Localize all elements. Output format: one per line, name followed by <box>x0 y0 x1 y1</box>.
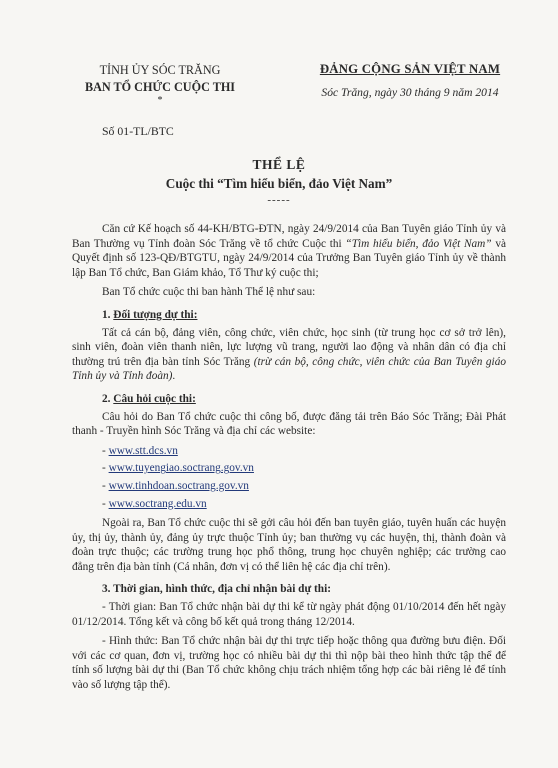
issuer-star: * <box>157 95 163 106</box>
section-1-exclusion: (trừ cán bộ, công chức, viên chức của Ban Tuyên giáo Tỉnh ủy và Tỉnh đoàn) <box>72 355 506 383</box>
section-2-heading <box>72 392 506 407</box>
title-divider: ----- <box>267 194 291 206</box>
section-2-number: 2. <box>102 392 114 405</box>
issuer-committee: BAN TỔ CHỨC CUỘC THI <box>84 80 236 94</box>
bullet: - <box>102 444 109 457</box>
intro-contest-name: “Tìm hiểu biển, đảo Việt Nam” <box>345 237 492 250</box>
intro-text-a: Căn cứ Kế hoạch số 44-KH/BTG-ĐTN, ngày 24/9/2014 của Ban Tuyên giáo Tỉnh ủy và Ban Thường vụ Tỉnh đoàn Sóc Trăng về tổ chức Cuộc thi <box>72 223 506 250</box>
section-2-text: Câu hỏi do Ban Tổ chức cuộc thi công bố, được đăng tải trên Báo Sóc Trăng; Đài Phát thanh - Truyền hình Sóc Trăng và địa chỉ các website: <box>72 410 506 438</box>
website-item <box>72 444 506 459</box>
section-1-text-a: Tất cả cán bộ, đảng viên, công chức, viên chức, học sinh (từ trung học cơ sở trở lên), sinh viên, đoàn viên thanh niên, lực lượng vũ trang, người lao động và nhân dân có địa chỉ thường trú trên địa bàn tỉnh Sóc Trăng <box>72 326 506 368</box>
intro-paragraph <box>72 222 506 280</box>
bullet: - <box>102 479 109 492</box>
section-3-format: - Hình thức: Ban Tổ chức nhận bài dự thi trực tiếp hoặc thông qua đường bưu điện. Đối với các cơ quan, đơn vị, trường học có nhiều bài dự thi thì nộp bài theo hình thức tập thể để tính số lượng bài dự thi (Ban Tổ chức không chịu trách nhiệm tổng hợp các bài riêng lẻ để tính vào số lượng tập thể). <box>72 635 506 692</box>
issuer-province: TỈNH ỦY SÓC TRĂNG <box>99 63 221 77</box>
issuer-block <box>60 62 260 106</box>
section-2-title: Câu hỏi cuộc thi: <box>113 392 196 405</box>
bullet: - <box>102 497 109 510</box>
section-3-time: - Thời gian: Ban Tổ chức nhận bài dự thi kể từ ngày phát động 01/10/2014 đến hết ngày 01/12/2014. Tổng kết và công bố kết quả trong tháng 12/2014. <box>72 601 506 628</box>
section-1-text <box>72 326 506 384</box>
website-item <box>72 479 506 494</box>
party-name: ĐẢNG CỘNG SẢN VIỆT NAM <box>319 62 501 76</box>
document-title: THỂ LỆ <box>252 157 306 172</box>
website-item <box>72 461 506 476</box>
section-3-heading: 3. Thời gian, hình thức, địa chỉ nhận bài dự thi: <box>102 583 331 596</box>
intro-text-b: và Quyết định số 123-QĐ/BTGTU, ngày 24/9/2014 của Trưởng Ban Tuyên giáo Tỉnh ủy về thành lập Ban Tổ chức, Ban Giám khảo, Tổ Thư ký cuộc thi; <box>72 237 506 279</box>
dateline: Sóc Trăng, ngày 30 tháng 9 năm 2014 <box>321 86 499 99</box>
section-1-number: 1. <box>102 308 114 321</box>
document-number: Số 01-TL/BTC <box>102 124 174 138</box>
document-subtitle: Cuộc thi “Tìm hiểu biển, đảo Việt Nam” <box>165 176 393 191</box>
intro-issue-line: Ban Tổ chức cuộc thi ban hành Thể lệ như sau: <box>102 286 316 299</box>
website-link[interactable]: www.stt.dcs.vn <box>108 444 178 457</box>
website-link[interactable]: www.soctrang.edu.vn <box>108 497 207 510</box>
document-body <box>72 222 506 698</box>
bullet: - <box>102 462 109 475</box>
section-1-title: Đối tượng dự thi: <box>113 308 198 321</box>
website-link[interactable]: www.tuyengiao.soctrang.gov.vn <box>108 462 254 475</box>
website-item <box>72 497 506 512</box>
party-block <box>285 62 535 99</box>
website-link[interactable]: www.tinhdoan.soctrang.gov.vn <box>108 479 249 492</box>
section-1-text-end: . <box>172 370 176 383</box>
section-1-heading <box>72 308 506 323</box>
section-2-text-2: Ngoài ra, Ban Tổ chức cuộc thi sẽ gởi câu hỏi đến ban tuyên giáo, tuyên huấn các huyện ủy, thị ủy, thành ủy, đảng ủy trực thuộc Tỉnh ủy; ban thường vụ các huyện, thị, thành đoàn và đoàn trực thuộc; các trường trung học phổ thông, trung học chuyên nghiệp; các trường cao đẳng trên địa bàn tỉnh (Cá nhân, đơn vị có thể liên hệ các địa chỉ trên). <box>72 517 506 573</box>
